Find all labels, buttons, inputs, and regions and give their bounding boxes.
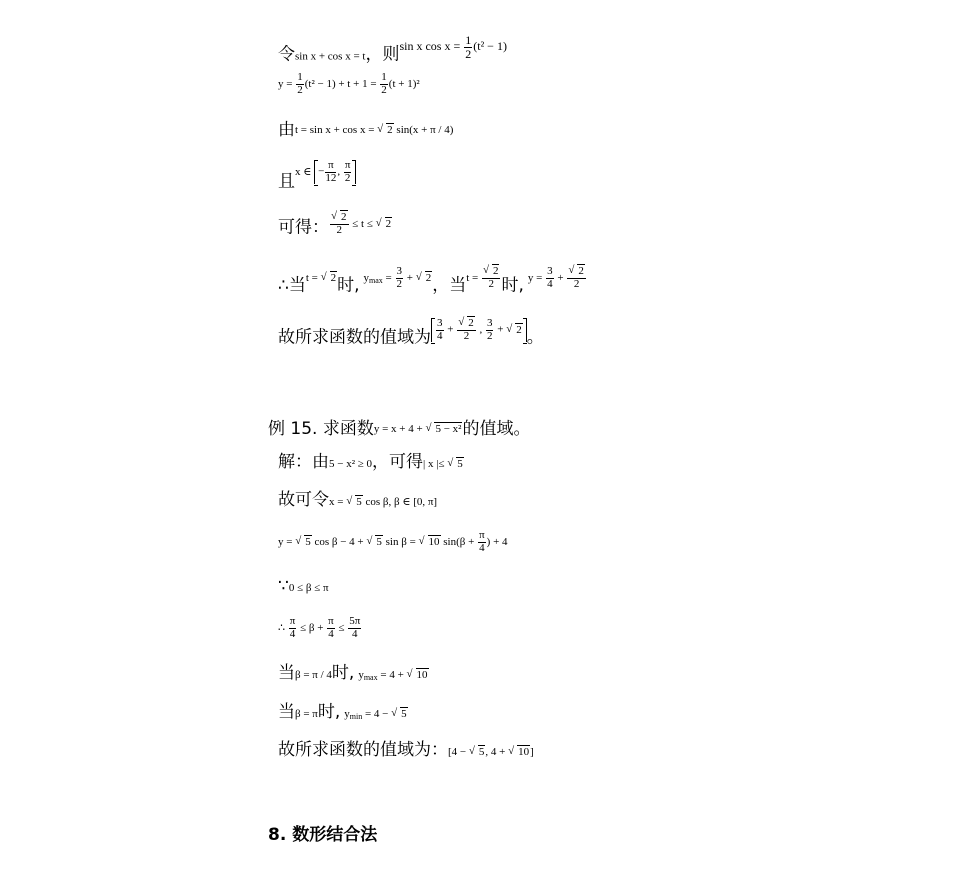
formula: x = √ 5 cos β, β ∈ [0, π] (329, 496, 437, 508)
formula: 0 ≤ β ≤ π (288, 582, 329, 594)
text: ∵ (278, 576, 289, 596)
formula: sin x + cos x = t (295, 50, 366, 63)
formula: β = π (295, 708, 318, 720)
example-15-heading (268, 414, 530, 439)
solution-line-3 (278, 530, 508, 554)
formula-line-y-expression (278, 72, 420, 96)
text: ，则 (365, 44, 400, 65)
formula: y = $\frac{3}{4}$ + √ $\frac{2}{2}$ (528, 272, 587, 284)
formula: 5 − x² ≥ 0 (329, 458, 373, 470)
text-line-x-range (278, 160, 356, 191)
text: 。 (526, 327, 544, 348)
text: ，当 (432, 275, 467, 296)
formula: sin x cos x = 1 2 (t² − 1) (399, 33, 507, 61)
section-heading-8: 8. 数形结合法 (268, 825, 378, 845)
solution-line-7 (278, 704, 408, 721)
text-line-extrema (278, 266, 587, 295)
formula: √ $\frac{2}{2}$ ≤ t ≤ √ 2 (329, 218, 392, 230)
text: 可得： (278, 217, 329, 238)
text: 时, (331, 663, 355, 683)
text: ∴当 (278, 275, 306, 296)
text: 且 (278, 171, 295, 192)
text: 由 (278, 120, 295, 140)
formula: y = $\frac{1}{2}$ (t² − 1) + t + 1 = $\frac{1}{2}$ (t + 1)² (278, 71, 420, 96)
text: 解：由 (278, 452, 329, 472)
text-line-substitution (278, 34, 507, 64)
formula: $y_{min} = 4$ − √ 5 (344, 708, 407, 720)
formula: [4 − √ 5, 4 + √ 10] (448, 746, 534, 758)
text-line-range-result (278, 318, 544, 347)
formula: $y_{max} = 4$ + √ 10 (358, 669, 428, 681)
solution-line-5 (278, 616, 362, 640)
text: ，可得 (372, 452, 424, 472)
text: 当 (278, 663, 295, 683)
formula: β = π / 4 (295, 669, 332, 681)
text: 故所求函数的值域为： (278, 740, 448, 760)
text-line-t-definition (278, 122, 453, 139)
formula: y = x + 4 + √ 5 − x² (374, 423, 463, 435)
solution-line-6 (278, 665, 429, 682)
formula: ∴ $\frac{\pi}{4}$ ≤ β + $\frac{\pi}{4}$ ≤ $\frac{5\pi}{4}$ (278, 615, 361, 640)
formula: x ∈ − $\frac{\pi}{12}$ , $\frac{\pi}{2}$ (295, 166, 356, 178)
text: 时, (337, 275, 360, 296)
formula: y = √ 5 cos β − 4 + √ 5 sin β = √ 10 sin(β + $\frac{\pi}{4}$ ) + 4 (278, 536, 508, 548)
text: 时, (501, 275, 524, 296)
formula: t = √ 2 (306, 272, 337, 284)
text: 令 (278, 44, 295, 65)
solution-line-4 (278, 578, 329, 595)
formula: $\frac{3}{4}$ + √ $\frac{2}{2}$ , $\frac{3}{2}$ + √ 2 (431, 324, 527, 336)
text: 时, (317, 702, 341, 722)
text: 的值域。 (462, 419, 531, 439)
text: 故可令 (278, 490, 329, 510)
text: 例 15. 求函数 (268, 419, 374, 439)
formula: $y_{max}$ = $\frac{3}{2}$ + √ 2 (364, 272, 433, 284)
formula: t = √ $\frac{2}{2}$ (466, 272, 501, 284)
formula: t = sin x + cos x = √ 2 sin(x + π / 4) (295, 124, 453, 136)
solution-line-1 (278, 454, 464, 471)
text: 故所求函数的值域为 (278, 327, 431, 348)
formula: | x |≤ √ 5 (423, 458, 464, 470)
solution-line-8 (278, 742, 534, 759)
solution-line-2 (278, 492, 437, 509)
text-line-t-range (278, 212, 392, 237)
text: 当 (278, 702, 295, 722)
